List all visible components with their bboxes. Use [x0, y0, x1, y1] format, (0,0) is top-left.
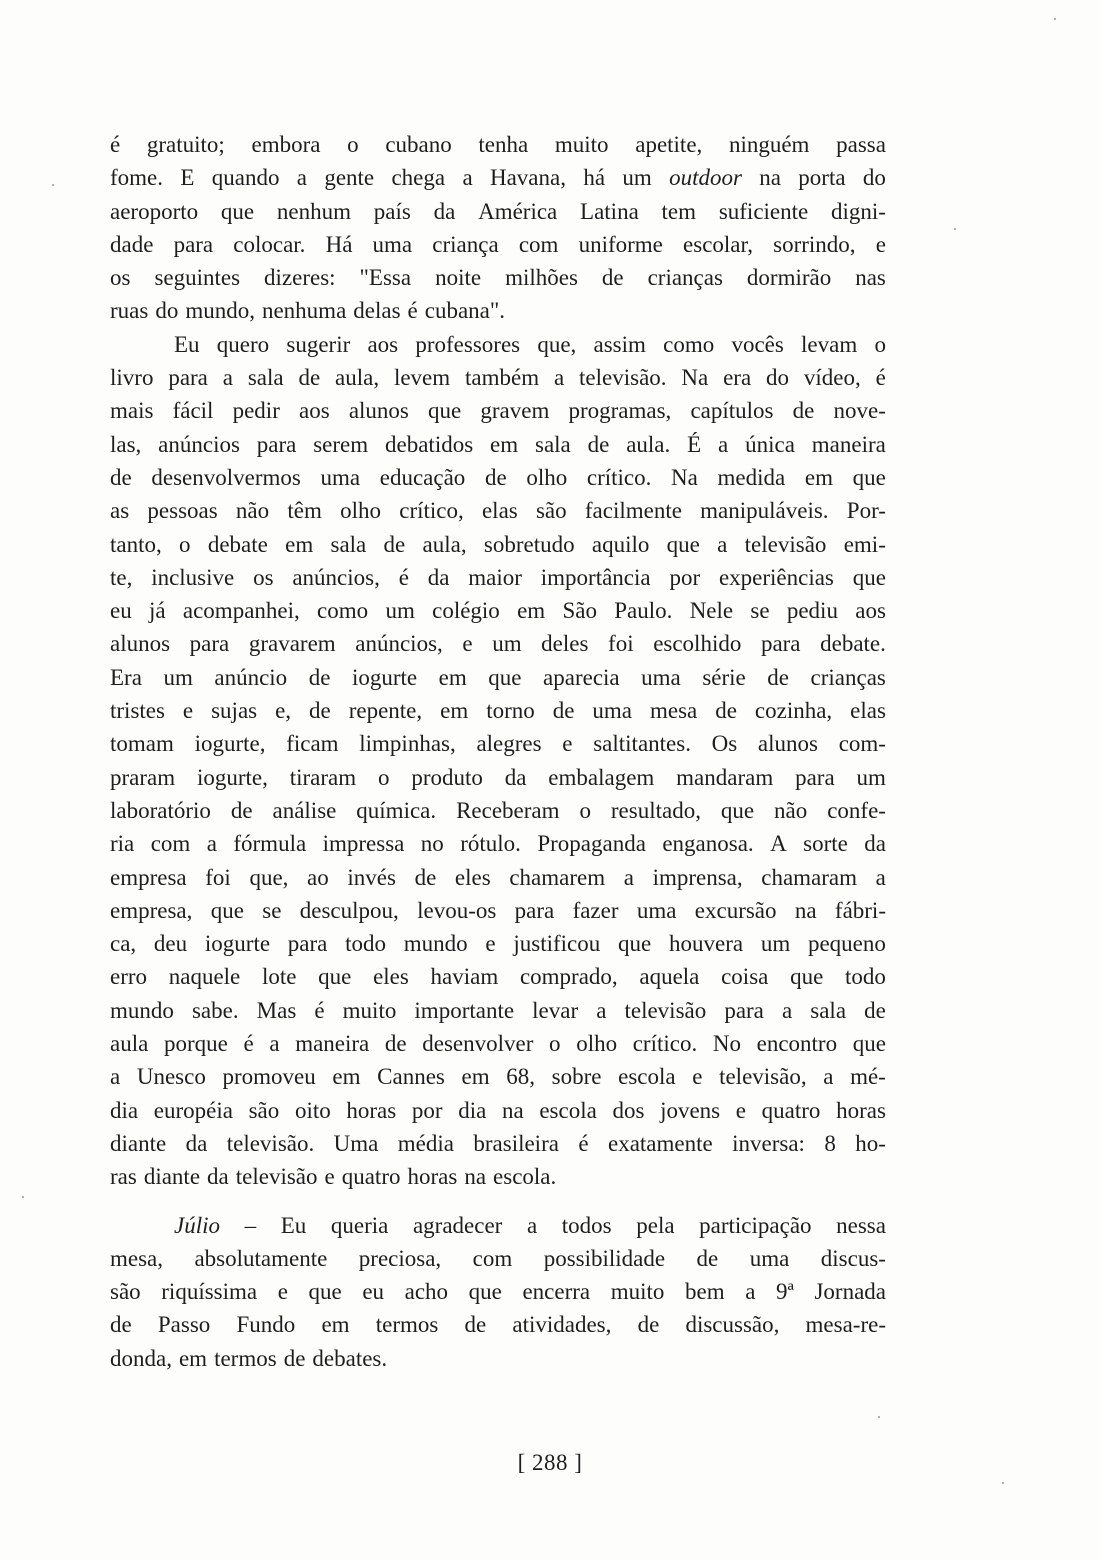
- paragraph: [110, 328, 886, 1194]
- text-line: erro naquele lote que eles haviam comprado, aquela coisa que todo: [110, 964, 886, 990]
- text-line: donda, em termos de debates.: [110, 1345, 388, 1371]
- text-line: a Unesco promoveu em Cannes em 68, sobre escola e televisão, a mé-: [110, 1064, 886, 1090]
- text-line: Eu quero sugerir aos professores que, assim como vocês levam o: [174, 331, 886, 357]
- text-line: ca, deu iogurte para todo mundo e justificou que houvera um pequeno: [110, 931, 886, 957]
- text-line: as pessoas não têm olho crítico, elas são facilmente manipuláveis. Por-: [110, 498, 886, 524]
- text-line: tristes e sujas e, de repente, em torno de uma mesa de cozinha, elas: [110, 698, 886, 724]
- text-line: alunos para gravarem anúncios, e um deles foi escolhido para debate.: [110, 631, 886, 657]
- page-number: [ 288 ]: [517, 1450, 583, 1475]
- text-line: laboratório de análise química. Receberam o resultado, que não confe-: [110, 797, 886, 823]
- paper-speck: [954, 228, 956, 230]
- text-line: te, inclusive os anúncios, é da maior importância por experiências que: [110, 564, 886, 590]
- text-line: dade para colocar. Há uma criança com uniforme escolar, sorrindo, e: [110, 231, 886, 257]
- paper-speck: [1054, 18, 1056, 20]
- text-line: las, anúncios para serem debatidos em sala de aula. É a única maneira: [110, 431, 886, 457]
- paper-speck: [22, 1196, 24, 1198]
- text-line: mundo sabe. Mas é muito importante levar a televisão para a sala de: [110, 997, 886, 1023]
- text-line: Júlio – Eu queria agradecer a todos pela participação nessa: [110, 1209, 886, 1242]
- text-line: dia européia são oito horas por dia na escola dos jovens e quatro horas: [110, 1097, 886, 1123]
- text-line: diante da televisão. Uma média brasileira é exatamente inversa: 8 ho-: [110, 1130, 886, 1156]
- text-line: de desenvolvermos uma educação de olho crítico. Na medida em que: [110, 464, 886, 490]
- text-line: praram iogurte, tiraram o produto da embalagem mandaram para um: [110, 764, 886, 790]
- text-line: mesa, absolutamente preciosa, com possibilidade de uma discus-: [110, 1245, 886, 1271]
- text-line: empresa, que se desculpou, levou-os para fazer uma excursão na fábri-: [110, 897, 886, 923]
- speaker-name: Júlio: [174, 1212, 220, 1238]
- paragraph: [110, 1209, 886, 1375]
- text-line: tanto, o debate em sala de aula, sobretudo aquilo que a televisão emi-: [110, 531, 886, 557]
- text-line: mais fácil pedir aos alunos que gravem programas, capítulos de nove-: [110, 398, 886, 424]
- text-line: de Passo Fundo em termos de atividades, de discussão, mesa-re-: [110, 1312, 886, 1338]
- paper-speck: [1002, 1482, 1004, 1484]
- paragraph-gap: [110, 1194, 886, 1209]
- text-line: é gratuito; embora o cubano tenha muito apetite, ninguém passa: [110, 132, 886, 157]
- text-line: eu já acompanhei, como um colégio em São Paulo. Nele se pediu aos: [110, 598, 886, 624]
- text-line: aeroporto que nenhum país da América Latina tem suficiente digni-: [110, 198, 886, 224]
- text-line: aula porque é a maneira de desenvolver o olho crítico. No encontro que: [110, 1031, 886, 1057]
- text-line: ria com a fórmula impressa no rótulo. Propaganda enganosa. A sorte da: [110, 831, 886, 857]
- text-line: Era um anúncio de iogurte em que aparecia uma série de crianças: [110, 664, 886, 690]
- text-line: empresa foi que, ao invés de eles chamarem a imprensa, chamaram a: [110, 864, 886, 890]
- text-line: fome. E quando a gente chega a Havana, há um outdoor na porta do: [110, 165, 886, 191]
- paragraph: [110, 128, 886, 328]
- text-line: ras diante da televisão e quatro horas na escola.: [110, 1164, 557, 1190]
- body-text: [110, 128, 886, 1375]
- text-line: tomam iogurte, ficam limpinhas, alegres e saltitantes. Os alunos com-: [110, 731, 886, 757]
- text-line: ruas do mundo, nenhuma delas é cubana".: [110, 298, 506, 324]
- paper-speck: [52, 184, 54, 186]
- paper-speck: [878, 1416, 880, 1418]
- text-line: os seguintes dizeres: "Essa noite milhões de crianças dormirão nas: [110, 265, 886, 291]
- text-line: são riquíssima e que eu acho que encerra muito bem a 9ª Jornada: [110, 1279, 886, 1305]
- text-line: livro para a sala de aula, levem também a televisão. Na era do vídeo, é: [110, 365, 886, 391]
